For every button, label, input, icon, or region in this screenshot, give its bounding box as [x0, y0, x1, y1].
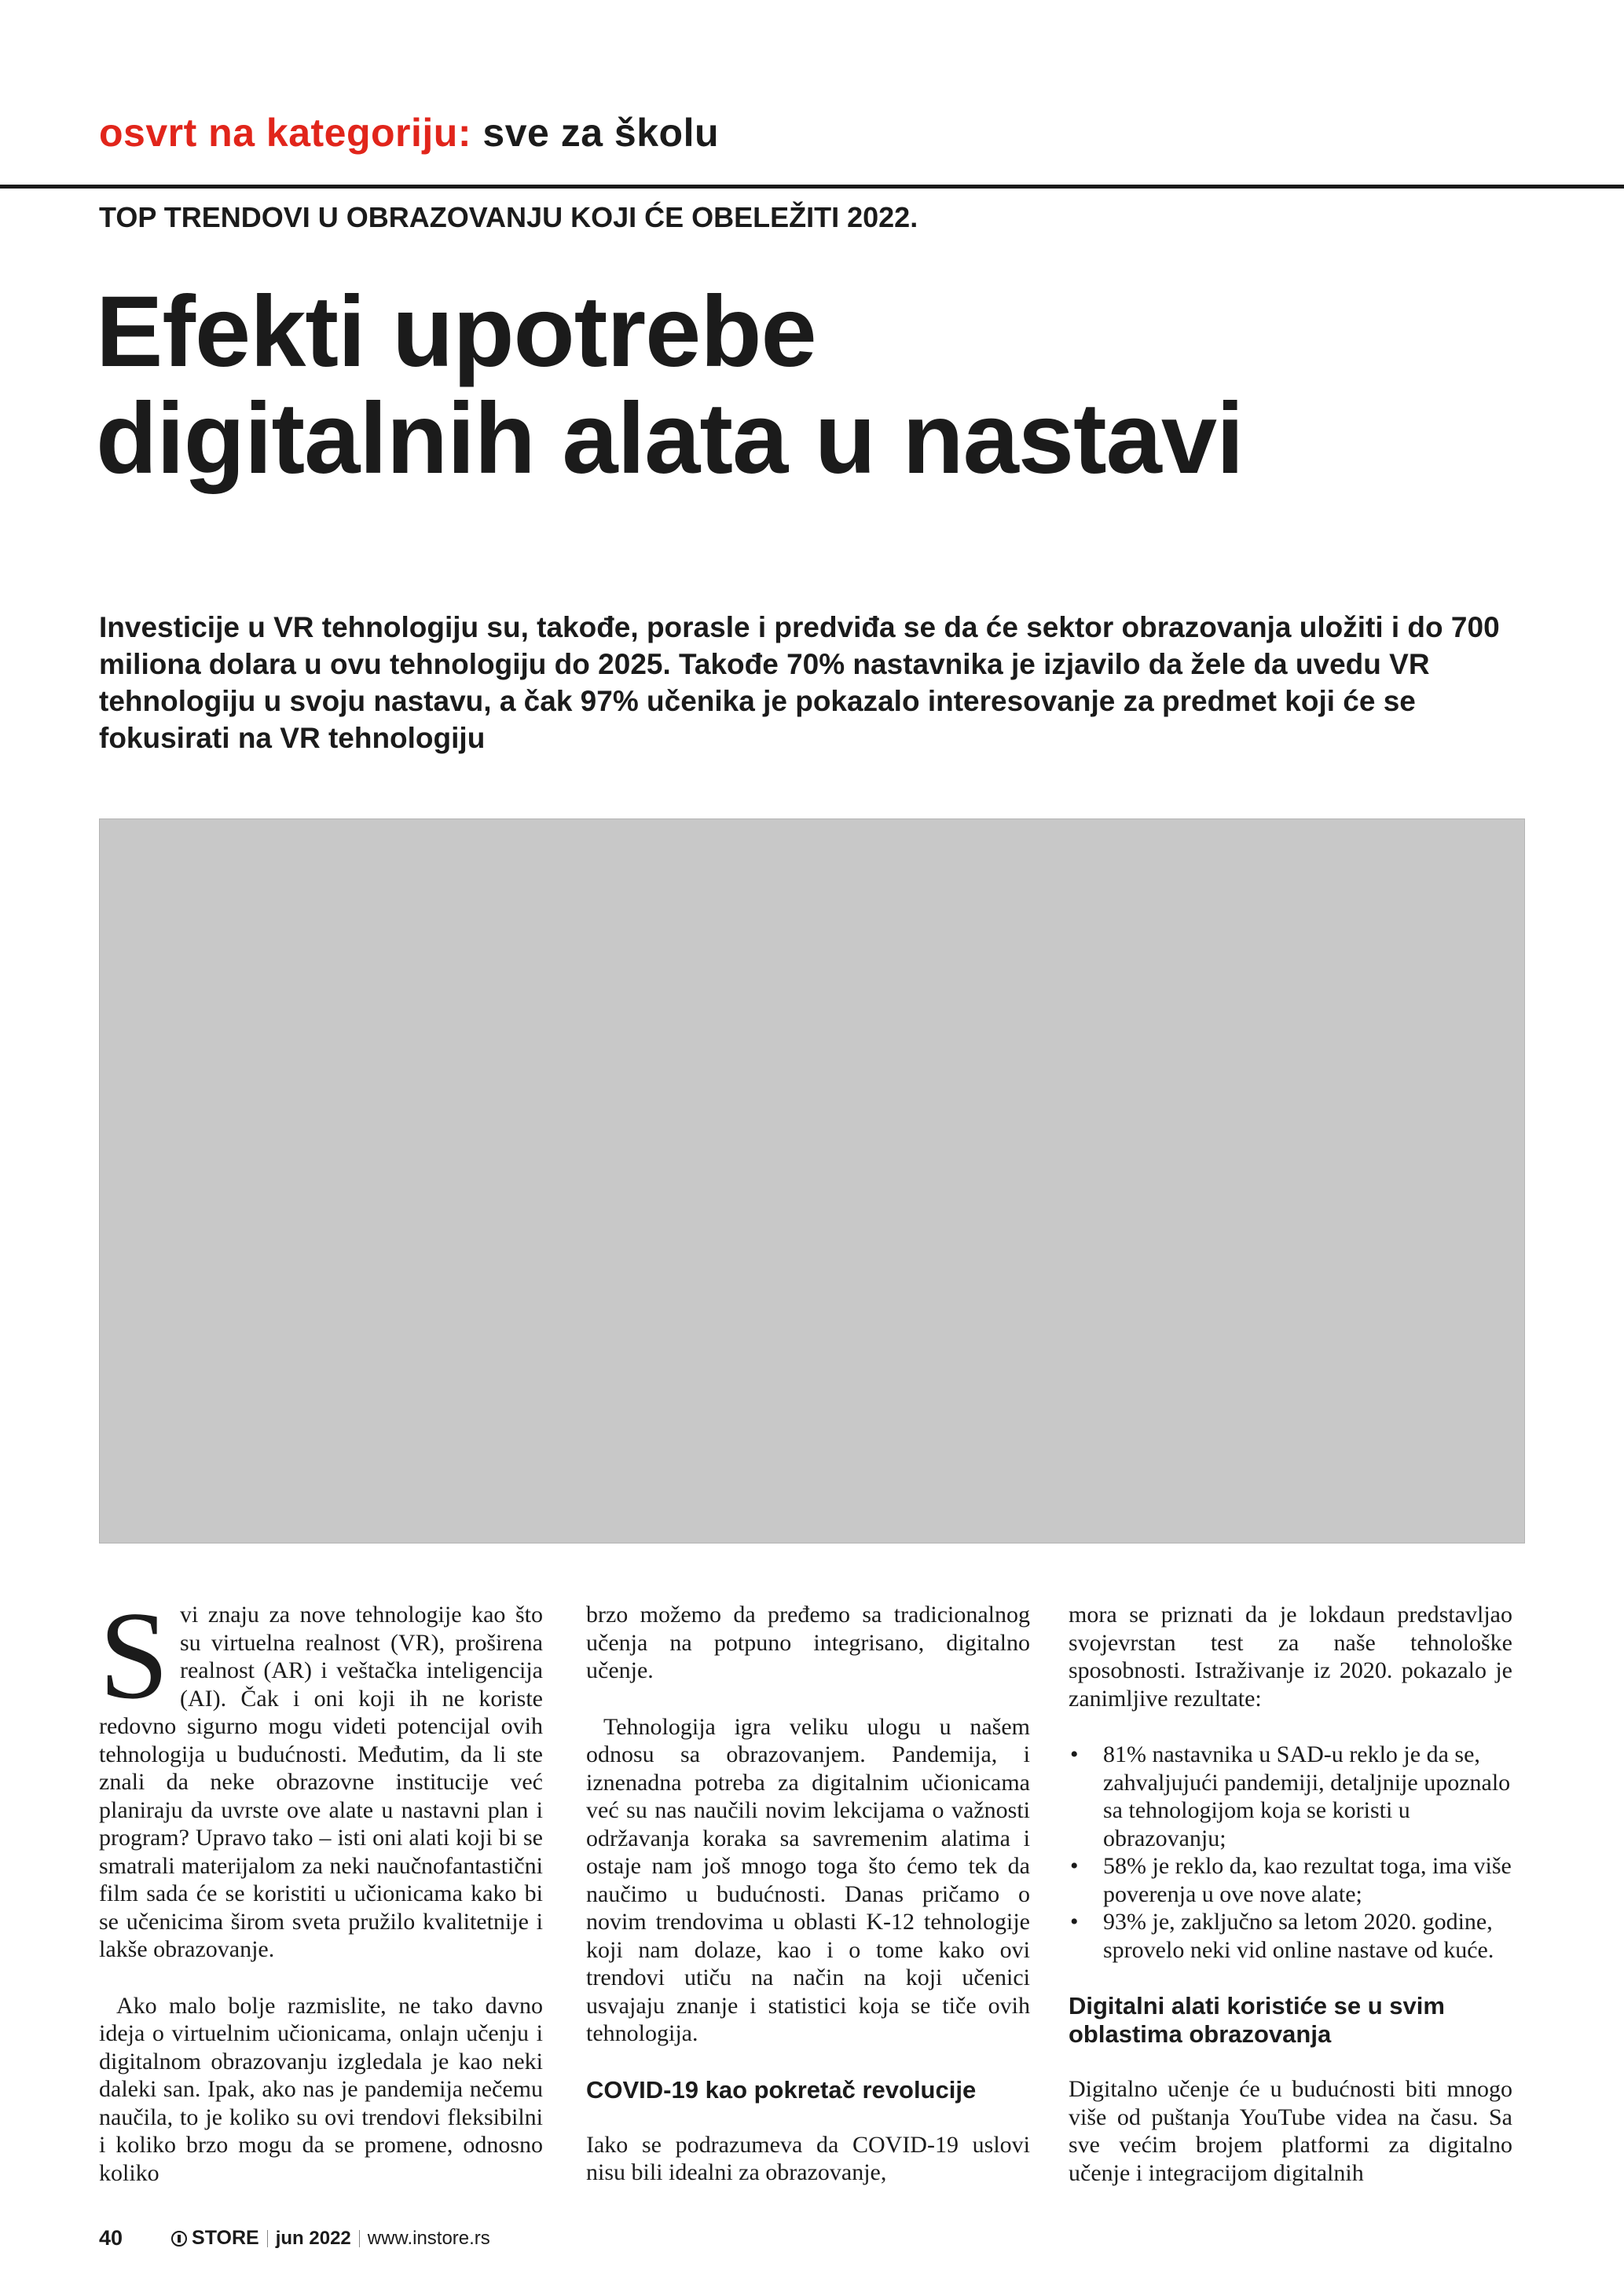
page-footer [99, 2226, 490, 2250]
footer-divider [359, 2230, 360, 2247]
brand-name: STORE [192, 2227, 259, 2249]
footer-divider [267, 2230, 268, 2247]
article-photo [99, 818, 1525, 1543]
col3-subhead: Digitalni alati koristiće se u svim oblastima obrazovanja [1069, 1992, 1445, 2048]
col3-paragraph-2: Digitalno učenje će u budućnosti biti mnogo više od puštanja YouTube videa na času. Sa sve većim brojem platformi za digitalno učenje i integracijom digitalnih [1069, 2076, 1512, 2186]
headline-line-2: digitalnih alata u nastavi [96, 383, 1244, 495]
website-link[interactable]: www.instore.rs [367, 2227, 490, 2249]
col3-paragraph-1: mora se priznati da je lokdaun predstavljao svojevrstan test za naše tehnološke sposobnosti. Istraživanje iz 2020. pokazalo je zanimljive rezultate: [1069, 1602, 1512, 1712]
issue-date: jun 2022 [275, 2227, 351, 2249]
stats-list-item: • 81% nastavnika u SAD-u reklo je da se, zahvaljujući pandemiji, detaljnije upoznalo sa tehnologijom koja se koristi u obrazovanju; [1069, 1741, 1512, 1852]
brand-logo-icon [171, 2231, 187, 2247]
column-2 [586, 1601, 1030, 2187]
lead-paragraph: Investicije u VR tehnologiju su, takođe, porasle i predviđa se da će sektor obrazovanja uložiti i do 700 miliona dolara u ovu tehnologiju do 2025. Takođe 70% nastavnika je izjavilo da žele da uvedu VR tehnologiju u svoju nastavu, a čak 97% učenika je pokazalo interesovanje za predmet koji će se fokusirati na VR tehnologiju [99, 611, 1500, 754]
col2-subhead: COVID-19 kao pokretač revolucije [586, 2075, 977, 2104]
col2-paragraph-1: brzo možemo da pređemo sa tradicionalnog učenja na potpuno integrisano, digitalno učenje. [586, 1602, 1030, 1683]
headline [96, 276, 1573, 495]
headline-line-1: Efekti upotrebe [96, 276, 816, 388]
col2-paragraph-3: Iako se podrazumeva da COVID-19 uslovi nisu bili idealni za obrazovanje, [586, 2131, 1030, 2185]
col1-paragraph-1-text: vi znaju za nove tehnologije kao što su virtuelna realnost (VR), proširena realnost (AR) i veštačka inteligencija (AI). Čak i oni koji ih ne koriste redovno sigurno mogu videti potencijal ovih tehnologija u budućnosti. Međutim, da li ste znali da neke obrazovne institucije već planiraju da uvrste ove alate u nastavni plan i program? Upravo tako – isti oni alati koji bi se smatrali materijalom za neki naučnofantastični film sada će se koristiti u učionicama kako bi se učenicima širom sveta pružilo kvalitetnije i lakše obrazovanje. [99, 1602, 543, 1962]
page-number: 40 [99, 2226, 123, 2250]
col2-paragraph-2: Tehnologija igra veliku ulogu u našem odnosu sa obrazovanjem. Pandemija, i iznenadna potreba za digitalnim učionicama već su nas naučili novim lekcijama o važnosti održavanja koraka sa savremenim alatima i ostaje nam još mnogo toga što ćemo tek da naučimo u budućnosti. Danas pričamo o novim trendovima u oblasti K-12 tehnologije koji nam dolaze, kao i o tome kako ovi trendovi utiču na način na koji učenici usvajaju znanje i statistici koja se tiče ovih tehnologija. [586, 1713, 1030, 2046]
column-1 [99, 1585, 543, 2187]
stats-list-item: • 58% je reklo da, kao rezultat toga, ima više poverenja u ove nove alate; [1069, 1852, 1512, 1908]
col1-paragraph-1 [99, 1585, 543, 1964]
stats-list [1069, 1741, 1512, 1964]
header-rule [0, 185, 1624, 189]
col1-paragraph-2: Ako malo bolje razmislite, ne tako davno ideja o virtuelnim učionicama, onlajn učenju i digitalnom obrazovanju izgledala je kao neki daleki san. Ipak, ako nas je pandemija nečemu naučila, to je koliko su ovi trendovi fleksibilni i koliko brzo mogu da se promene, odnosno koliko [99, 1992, 543, 2186]
category-line [99, 110, 719, 156]
column-3 [1069, 1601, 1512, 2187]
kicker: TOP TRENDOVI U OBRAZOVANJU KOJI ĆE OBELEŽITI 2022. [99, 201, 918, 233]
drop-cap: S [99, 1585, 169, 1725]
stats-list-item: • 93% je, zaključno sa letom 2020. godine, sprovelo neki vid online nastave od kuće. [1069, 1908, 1512, 1964]
category-value: sve za školu [482, 111, 720, 155]
category-label: osvrt na kategoriju: [99, 111, 471, 155]
